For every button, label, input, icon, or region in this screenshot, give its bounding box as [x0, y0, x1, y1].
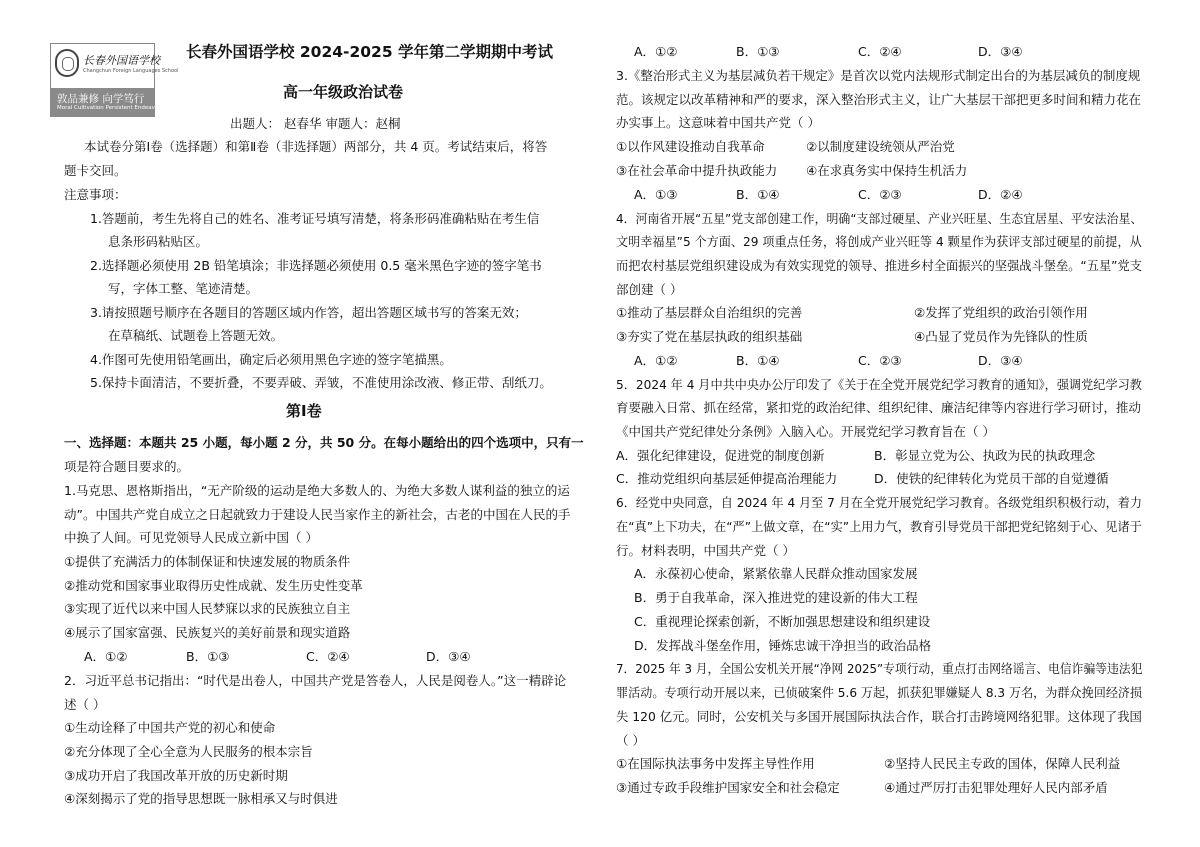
q7-item-4: ④通过严厉打击犯罪处理好人民内部矛盾: [884, 780, 1108, 795]
q2-item-4: ④深刻揭示了党的指导思想既一脉相承又与时俱进: [64, 791, 338, 806]
school-emblem-icon: [55, 49, 79, 77]
notice-item-1-line-2: 息条形码粘贴区。: [108, 234, 209, 249]
notice-item-5: 5.保持卡面清洁，不要折叠，不要弄破、弄皱，不准使用涂改液、修正带、刮纸刀。: [90, 375, 552, 390]
q1-option-b: B．①③: [186, 649, 230, 664]
q2-item-2: ②充分体现了全心全意为人民服务的根本宗旨: [64, 744, 313, 759]
q1-option-d: D．③④: [426, 649, 471, 664]
q3-item-2: ②以制度建设统领从严治党: [806, 139, 955, 154]
exam-authors: 出题人： 赵春华 审题人：赵桐: [230, 116, 401, 131]
notice-item-3-line-1: 3.请按照题号顺序在各题目的答题区域内作答，超出答题区域书写的答案无效；: [90, 305, 527, 320]
q3-stem-line-2: 范。该规定以改革精神和严的要求，深入整治形式主义，让广大基层干部把更多时间和精力花在: [616, 92, 1142, 107]
q2-item-1: ①生动诠释了中国共产党的初心和使命: [64, 720, 276, 735]
notice-item-4: 4.作图可先使用铅笔画出，确定后必须用黑色字迹的签字笔描黑。: [90, 352, 452, 367]
q1-item-3: ③实现了近代以来中国人民梦寐以求的民族独立自主: [64, 601, 351, 616]
logo-english-name: Changchun Foreign Languages School: [83, 68, 179, 74]
q2-item-3: ③成功开启了我国改革开放的历史新时期: [64, 768, 288, 783]
logo-school-name: 长春外国语学校: [83, 54, 160, 67]
q4-stem-line-1: 4．河南省开展“五星”党支部创建工作，明确“支部过硬星、产业兴旺星、生态宜居星、平安法治星、: [616, 211, 1143, 226]
section-title: 第Ⅰ卷: [286, 402, 322, 420]
notice-item-3-line-2: 在草稿纸、试题卷上答题无效。: [108, 328, 284, 343]
q6-option-d: D．发挥战斗堡垒作用，锤炼忠诚干净担当的政治品格: [634, 638, 932, 653]
q6-stem-line-1: 6．经党中央同意，自 2024 年 4 月至 7 月在全党开展党纪学习教育。各级党组织积极行动，着力: [616, 495, 1143, 510]
q5-stem-line-2: 育要融入日常、抓在经常，紧扣党的政治纪律、组织纪律、廉洁纪律等内容进行学习研讨，推动: [616, 400, 1142, 415]
exam-subtitle: 高一年级政治试卷: [283, 83, 404, 101]
q7-stem-line-2: 罪活动。专项行动开展以来，已侦破案件 5.6 万起，抓获犯罪嫌疑人 8.3 万名，为群众挽回经济损: [616, 685, 1143, 700]
q1-stem-line-3: 中换了人间。可见党领导人民成立新中国（ ）: [64, 530, 318, 545]
q7-item-3: ③通过专政手段维护国家安全和社会稳定: [616, 780, 840, 795]
q7-item-2: ②坚持人民民主专政的国体，保障人民利益: [884, 756, 1121, 771]
q2-option-c: C．②④: [858, 44, 902, 59]
q5-option-b: B．彰显立党为公、执政为民的执政理念: [874, 448, 1096, 463]
q4-option-c: C．②③: [858, 353, 902, 368]
q1-item-2: ②推动党和国家事业取得历史性成就、发生历史性变革: [64, 578, 363, 593]
q6-stem-line-2: 在“真”上下功夫，在“严”上做文章，在“实”上用力气，教育引导党员干部把党纪铭刻于心、见诸于: [616, 519, 1142, 534]
q6-option-c: C．重视理论探索创新，不断加强思想建设和组织建设: [634, 614, 931, 629]
q7-item-1: ①在国际执法事务中发挥主导性作用: [616, 756, 815, 771]
intro-line-1: 本试卷分第Ⅰ卷（选择题）和第Ⅱ卷（非选择题）两部分，共 4 页。考试结束后，将答: [84, 139, 548, 154]
q3-option-d: D．②④: [978, 187, 1023, 202]
section-instruction-line-2: 项是符合题目要求的。: [64, 459, 190, 474]
q4-option-a: A．①②: [634, 353, 678, 368]
school-logo: [50, 43, 179, 117]
q3-option-c: C．②③: [858, 187, 902, 202]
q3-item-1: ①以作风建设推动自我革命: [616, 139, 765, 154]
q1-item-1: ①提供了充满活力的体制保证和快速发展的物质条件: [64, 554, 351, 569]
logo-english-motto: Moral Cultivation Persistent Endeavor: [57, 105, 161, 111]
q2-option-d: D．③④: [978, 44, 1023, 59]
exam-title: 长春外国语学校 2024-2025 学年第二学期期中考试: [186, 43, 554, 61]
q3-option-b: B．①④: [736, 187, 780, 202]
q1-option-c: C．②④: [306, 649, 350, 664]
q7-stem-line-1: 7．2025 年 3 月，全国公安机关开展“净网 2025”专项行动，重点打击网络谣言、电信诈骗等违法犯: [616, 661, 1143, 676]
q3-option-a: A．①③: [634, 187, 678, 202]
notice-item-2-line-1: 2.选择题必须使用 2B 铅笔填涂；非选择题必须使用 0.5 毫米黑色字迹的签字笔书: [90, 258, 542, 273]
q2-stem-line-2: 述（ ）: [64, 697, 106, 712]
q2-stem-line-1: 2．习近平总书记指出：“时代是出卷人，中国共产党是答卷人，人民是阅卷人。”这一精辟论: [64, 673, 567, 688]
q3-stem-line-3: 办实事上。这意味着中国共产党（ ）: [616, 115, 820, 130]
q4-option-d: D．③④: [978, 353, 1023, 368]
q5-option-a: A．强化纪律建设，促进党的制度创新: [616, 448, 825, 463]
q1-stem-line-2: 动”。中国共产党自成立之日起就致力于建设人民当家作主的新社会，古老的中国在人民的手: [64, 507, 571, 522]
q4-option-b: B．①④: [736, 353, 780, 368]
q3-item-4: ④在求真务实中保持生机活力: [806, 163, 968, 178]
q7-stem-line-4: （ ）: [616, 733, 645, 748]
q6-option-a: A．永葆初心使命，紧紧依靠人民群众推动国家发展: [634, 566, 918, 581]
q3-stem-line-1: 3.《整治形式主义为基层减负若干规定》是首次以党内法规形式制定出台的为基层减负的制度规: [616, 68, 1141, 83]
q2-option-a: A．①②: [634, 44, 678, 59]
q1-stem-line-1: 1.马克思、恩格斯指出，“无产阶级的运动是绝大多数人的、为绝大多数人谋利益的独立的运: [64, 483, 570, 498]
notice-item-1-line-1: 1.答题前，考生先将自己的姓名、准考证号填写清楚，将条形码准确粘贴在考生信: [90, 211, 540, 226]
logo-motto: 敦品兼修 向学笃行: [57, 93, 145, 105]
q4-stem-line-2: 文明幸福星”5 个方面、29 项重点任务，将创成产业兴旺等 4 颗星作为获评支部过硬星的前提，从: [616, 234, 1142, 249]
q5-stem-line-3: 《中国共产党纪律处分条例》入脑入心。开展党纪学习教育旨在（ ）: [616, 424, 995, 439]
section-instruction-line-1: 一、选择题：本题共 25 小题，每小题 2 分，共 50 分。在每小题给出的四个选项中，只有一: [64, 435, 584, 450]
q4-item-2: ②发挥了党组织的政治引领作用: [914, 305, 1088, 320]
q5-stem-line-1: 5．2024 年 4 月中共中央办公厅印发了《关于在全党开展党纪学习教育的通知》，强调党纪学习教: [616, 377, 1142, 392]
q6-option-b: B．勇于自我革命，深入推进党的建设新的伟大工程: [634, 590, 918, 605]
q2-option-b: B．①③: [736, 44, 780, 59]
q5-option-d: D．使铁的纪律转化为党员干部的自觉遵循: [874, 471, 1109, 486]
q7-stem-line-3: 失 120 亿元。同时，公安机关与多国开展国际执法合作，联合打击跨境网络犯罪。这体现了我国: [616, 709, 1142, 724]
q5-option-c: C．推动党组织向基层延伸提高治理能力: [616, 471, 838, 486]
q4-item-1: ①推动了基层群众自治组织的完善: [616, 305, 803, 320]
q4-stem-line-4: 部创建（ ）: [616, 282, 683, 297]
q6-stem-line-3: 行。材料表明，中国共产党（ ）: [616, 543, 795, 558]
intro-line-2: 题卡交回。: [64, 163, 127, 178]
q4-item-4: ④凸显了党员作为先锋队的性质: [914, 329, 1088, 344]
q1-option-a: A．①②: [84, 649, 128, 664]
notice-item-2-line-2: 写，字体工整、笔迹清楚。: [108, 281, 259, 296]
q4-stem-line-3: 而把农村基层党组织建设成为有效实现党的领导、推进乡村全面振兴的坚强战斗堡垒。“五星”党支: [616, 258, 1142, 273]
q3-item-3: ③在社会革命中提升执政能力: [616, 163, 778, 178]
q1-item-4: ④展示了国家富强、民族复兴的美好前景和现实道路: [64, 625, 351, 640]
q4-item-3: ③夯实了党在基层执政的组织基础: [616, 329, 803, 344]
notice-heading: 注意事项：: [64, 187, 127, 202]
